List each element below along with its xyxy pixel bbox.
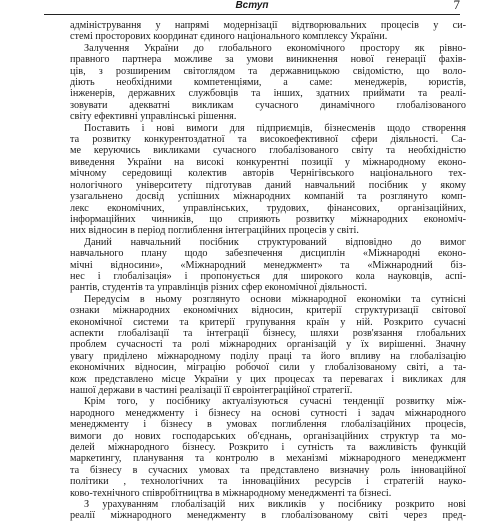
body-text <box>70 20 466 522</box>
page-number: 7 <box>453 0 460 12</box>
text-line: політики , технологічних та інноваційних ресурсів і стратегій науко- <box>70 476 466 488</box>
text-line: ців, з розширеним світоглядом та державницькою свідомістю, що воло- <box>70 65 466 77</box>
text-line: нологічного університету підготував даний навчальний посібник у якому <box>70 179 466 191</box>
text-line: інформаційних чинників, що сприяють розвитку міжнародних економіч- <box>70 213 466 225</box>
text-line: реалії міжнародного менеджменту в глобалізованому світі через пред- <box>70 510 466 522</box>
paragraph-2 <box>70 43 466 123</box>
paragraph-6 <box>70 396 466 499</box>
text-line: делей міжнародного бізнесу. Розкрито і сутність та важливість функцій <box>70 442 466 454</box>
text-line: З урахуванням глобалізацій них викликів у посібнику розкрито нові <box>84 499 466 511</box>
text-line: кож представлено місце України у цих процесах та перевагах і викликах для <box>70 373 466 385</box>
text-line: стемі просторових координат єдиного національного комплексу України. <box>70 31 388 43</box>
text-line: Передусім в ньому розглянуто основи міжнародної економіки та сутнісні <box>84 293 466 305</box>
text-line: ме керуючись викликами сучасного глобалізованого світу та необхідністю <box>70 145 466 157</box>
text-line: правного партнера можливе за умови виникнення нової генерації фахів- <box>70 54 466 66</box>
text-line: них відносин в період поглиблення інтеграційних процесів у світі. <box>70 225 359 237</box>
text-line: Крім того, у посібнику актуалізуються сучасні тенденції розвитку між- <box>84 396 466 408</box>
paragraph-5 <box>70 294 466 397</box>
text-line: нашої держави в частині реалізації її євроінтеграційної стратегії. <box>70 385 353 396</box>
text-line: діють необхідними компетенціями, а саме: менеджерів, юристів, <box>70 77 466 89</box>
text-line: лекс економічних, управлінських, трудових, фінансових, організаційних, <box>70 202 466 214</box>
text-line: та розвитку конкурентоздатної та високоефективної сфери діяльності. Са- <box>70 134 466 146</box>
page-header <box>44 0 460 15</box>
text-line: маркетингу, планування та контролю в механізмі міжнародного менеджмент <box>70 453 466 465</box>
text-line: зовувати адекватні викликам сучасного динамічного глобалізованого <box>70 99 466 111</box>
text-line: мічні відносини», «Міжнародний менеджмент» та «Міжнародний біз- <box>70 259 466 271</box>
text-line: економічних відносин, міграцію робочої сили у глобалізованому світі, а та- <box>70 362 466 374</box>
text-line: вимоги до нових господарських об'єднань, організаційних структур та мо- <box>70 430 466 442</box>
text-line: узагальнено досвід успішних міжнародних компаній та розглянуто комп- <box>70 191 466 203</box>
text-line: ково-технічного співробітництва в міжнародному менеджменті та бізнесі. <box>70 487 392 499</box>
text-line: проблем сучасності та ролі міжнародних організацій у їх вирішенні. Значну <box>70 339 466 351</box>
paragraph-3 <box>70 123 466 237</box>
text-line: нес і глобалізація» і пропонується для широкого кола науковців, аспі- <box>70 270 466 282</box>
text-line: Поставить і нові вимоги для підприємців, бізнесменів щодо створення <box>84 122 466 134</box>
text-line: ознаки міжнародних економічних відносин, критерії структуризації світової <box>70 305 466 317</box>
text-line: та бізнесу в сучасних умовах та представлено визначну роль інноваційної <box>70 464 466 476</box>
text-line: інженерів, державних службовців та інших, здатних приймати та реалі- <box>70 88 466 100</box>
text-line: виведення України на високі конкурентні позиції у міжнародному еконо- <box>70 156 466 168</box>
running-title: Вступ <box>235 0 269 11</box>
text-line: увагу приділено міжнародному поділу праці та його впливу на глобалізацію <box>70 350 466 362</box>
text-line: рантів, студентів та управлінців різних сфер економічної діяльності. <box>70 282 368 294</box>
text-line: адміністрування у напрямі модернізації відтворювальних процесів у си- <box>70 20 466 31</box>
text-line: навчального плану щодо забезпечення дисциплін «Міжнародні еконо- <box>70 248 466 260</box>
text-line: мічному середовищі колектив авторів Чернігівського національного тех- <box>70 168 466 180</box>
text-line: Даний навчальний посібник структурований відповідно до вимог <box>84 236 466 248</box>
paragraph-4 <box>70 237 466 294</box>
paragraph-1 <box>70 20 466 43</box>
text-line: економічної системи та критерії групування країн у ній. Розкрито сучасні <box>70 316 466 328</box>
paragraph-7 <box>70 499 466 522</box>
text-line: світу ефективні управлінські рішення. <box>70 111 237 123</box>
text-line: Залучення України до глобального економічного простору як рівно- <box>84 42 466 54</box>
text-line: менеджменту і бізнесу в умовах поглиблення глобалізаційних процесів, <box>70 419 466 431</box>
text-line: народного менеджменту і бізнесу на основі сутності і задач міжнародного <box>70 407 466 419</box>
text-line: аспекти глобалізації та інтеграції бізнесу, шляхи розв'язання глобальних <box>70 327 466 339</box>
